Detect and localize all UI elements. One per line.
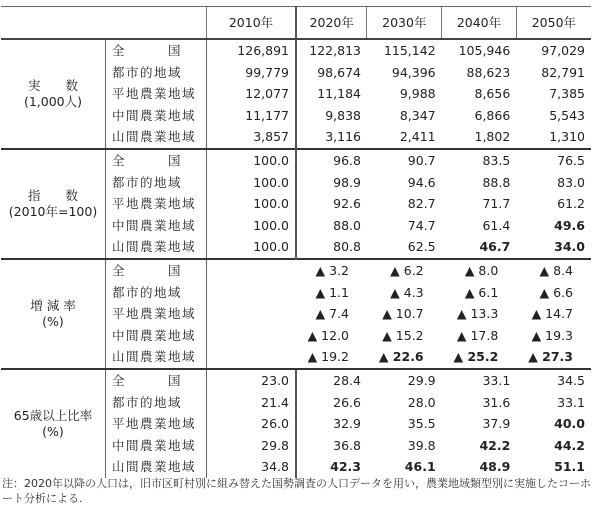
value-cell: 105,946 — [458, 43, 511, 58]
value-cell: 76.5 — [516, 149, 591, 172]
value-cell: ▲ 6.2 — [367, 259, 442, 282]
value-cell: 80.8 — [296, 236, 367, 259]
value-cell: 71.7 — [482, 196, 511, 212]
value-cell: 33.1 — [557, 394, 585, 410]
value-cell: 33.1 — [442, 369, 517, 392]
region-label: 山間農業地域 — [112, 459, 197, 475]
region-label: 平地農業地域 — [112, 196, 197, 212]
value-cell: 94.6 — [407, 174, 436, 190]
value-cell: 88.8 — [482, 174, 511, 190]
section-unit: (%) — [42, 313, 64, 329]
section-label-index — [1, 149, 106, 259]
value-cell: ▲ 22.6 — [378, 349, 424, 365]
region-label: 山間農業地域 — [112, 129, 197, 145]
region-label: 平地農業地域 — [112, 416, 197, 432]
value-cell: 100.0 — [207, 236, 297, 259]
value-cell: 28.4 — [296, 369, 367, 392]
value-cell: 34.8 — [207, 456, 297, 478]
region-label: 山間農業地域 — [112, 239, 197, 255]
table-row — [1, 149, 591, 172]
region-label: 全 国 — [106, 259, 207, 282]
region-label: 中間農業地域 — [112, 437, 197, 453]
value-cell: 29.8 — [207, 435, 297, 457]
table-row — [1, 39, 591, 62]
section-label-rate — [1, 259, 106, 369]
value-cell: ▲ 27.3 — [528, 349, 573, 365]
section-title: 実 数 — [27, 77, 78, 93]
region-label: 全 国 — [112, 43, 183, 58]
value-cell: ▲ 8.4 — [516, 259, 591, 282]
value-cell: 51.1 — [554, 459, 585, 475]
region-label: 全 国 — [106, 149, 207, 172]
section-unit: (1,000人) — [23, 93, 83, 109]
region-label: 都市的地域 — [112, 174, 183, 190]
value-cell: 36.8 — [296, 435, 367, 457]
value-cell: 46.7 — [479, 239, 511, 255]
value-cell: 122,813 — [296, 39, 367, 62]
value-cell: ▲ 10.7 — [382, 306, 424, 322]
value-cell: 23.0 — [207, 369, 297, 392]
value-cell: 100.0 — [207, 193, 297, 215]
header-year: 2040年 — [442, 7, 517, 40]
value-cell: 34.5 — [516, 369, 591, 392]
value-cell: 2,411 — [399, 129, 436, 145]
value-cell: 92.6 — [296, 193, 367, 215]
value-cell: ▲ 25.2 — [453, 349, 499, 365]
value-cell: 94,396 — [391, 64, 436, 80]
table-row — [1, 259, 591, 282]
value-cell: 9,988 — [399, 86, 436, 102]
value-cell: 74.7 — [407, 217, 436, 233]
section-title: 65歳以上比率 — [13, 407, 93, 423]
region-label: 中間農業地域 — [112, 107, 197, 123]
value-cell — [207, 346, 297, 369]
value-cell: 31.6 — [482, 394, 511, 410]
value-cell: 26.0 — [207, 413, 297, 435]
table-body — [1, 39, 591, 478]
value-cell: 42.3 — [296, 456, 367, 478]
section-unit: (%) — [42, 423, 64, 439]
value-cell: 6,866 — [474, 107, 511, 123]
value-cell: 37.9 — [482, 416, 511, 432]
value-cell: 99,779 — [207, 62, 297, 84]
section-title: 指 数 — [27, 187, 78, 203]
value-cell: 61.2 — [557, 196, 585, 212]
value-cell: 21.4 — [207, 392, 297, 414]
region-label: 全 国 — [106, 369, 207, 392]
section-title: 増 減 率 — [30, 297, 76, 313]
value-cell: 8,656 — [474, 86, 511, 102]
population-projection-table — [1, 6, 591, 478]
header-year: 2010年 — [207, 7, 297, 40]
value-cell: ▲ 4.3 — [390, 284, 424, 300]
value-cell: 115,142 — [383, 43, 436, 58]
region-label: 平地農業地域 — [112, 306, 197, 322]
value-cell: 62.5 — [407, 239, 436, 255]
header-year: 2020年 — [296, 7, 367, 40]
header-row — [1, 7, 591, 40]
value-cell: ▲ 17.8 — [456, 327, 499, 343]
value-cell: 39.8 — [407, 437, 436, 453]
value-cell: ▲ 19.3 — [531, 327, 573, 343]
header-year: 2050年 — [516, 7, 591, 40]
value-cell: ▲ 19.2 — [307, 349, 349, 365]
value-cell: 100.0 — [207, 149, 297, 172]
value-cell: 82,791 — [541, 64, 585, 80]
value-cell: 35.5 — [407, 416, 436, 432]
value-cell: 61.4 — [482, 217, 511, 233]
value-cell: 126,891 — [207, 39, 297, 62]
value-cell: 7,385 — [549, 86, 585, 102]
value-cell: 11,184 — [296, 83, 367, 105]
value-cell: 11,177 — [207, 105, 297, 127]
value-cell: 90.7 — [367, 149, 442, 172]
value-cell: ▲ 6.1 — [464, 284, 499, 300]
value-cell: 98,674 — [296, 62, 367, 84]
value-cell: 1,802 — [474, 129, 511, 145]
value-cell: ▲ 1.1 — [315, 284, 349, 300]
value-cell: 40.0 — [554, 416, 585, 432]
value-cell: ▲ 13.3 — [456, 306, 499, 322]
value-cell: 97,029 — [541, 43, 585, 58]
value-cell: ▲ 3.2 — [296, 259, 367, 282]
value-cell: ▲ 6.6 — [539, 284, 573, 300]
region-label: 山間農業地域 — [112, 349, 197, 365]
value-cell: 9,838 — [296, 105, 367, 127]
value-cell: 28.0 — [407, 394, 436, 410]
value-cell: 88.0 — [296, 215, 367, 237]
value-cell: 12,077 — [207, 83, 297, 105]
value-cell: 98.9 — [296, 172, 367, 194]
value-cell: 3,857 — [207, 126, 297, 149]
value-cell: 48.9 — [479, 459, 511, 475]
value-cell: 1,310 — [549, 129, 585, 145]
section-unit: (2010年=100) — [8, 203, 98, 219]
value-cell: 32.9 — [296, 413, 367, 435]
region-label: 中間農業地域 — [112, 327, 197, 343]
value-cell: 83.5 — [442, 149, 517, 172]
value-cell — [207, 303, 297, 325]
table-row — [1, 369, 591, 392]
value-cell: 46.1 — [404, 459, 436, 475]
header-year: 2030年 — [367, 7, 442, 40]
region-label: 中間農業地域 — [112, 217, 197, 233]
value-cell: ▲ 8.0 — [442, 259, 517, 282]
value-cell: ▲ 14.7 — [531, 306, 573, 322]
value-cell: 96.8 — [296, 149, 367, 172]
value-cell: 26.6 — [296, 392, 367, 414]
value-cell: 34.0 — [554, 239, 585, 255]
value-cell: 8,347 — [399, 107, 436, 123]
value-cell — [207, 325, 297, 347]
region-label: 都市的地域 — [112, 394, 183, 410]
value-cell: 100.0 — [207, 215, 297, 237]
value-cell: 44.2 — [554, 437, 585, 453]
section-label-actual — [1, 39, 106, 149]
value-cell: ▲ 15.2 — [382, 327, 424, 343]
region-label: 都市的地域 — [112, 284, 183, 300]
footnote: 注：2020年以降の人口は，旧市区町村別に組み替えた国勢調査の人口データを用い，農業地域類型別に実施したコーホート分析による. — [2, 477, 591, 505]
value-cell: 3,116 — [296, 126, 367, 149]
value-cell: 49.6 — [554, 217, 585, 233]
region-label: 都市的地域 — [112, 64, 183, 80]
region-label: 平地農業地域 — [112, 86, 197, 102]
section-label-elderly — [1, 369, 106, 478]
value-cell: 100.0 — [207, 172, 297, 194]
value-cell: 82.7 — [407, 196, 436, 212]
header-blank — [1, 7, 207, 40]
value-cell: ▲ 7.4 — [315, 306, 349, 322]
value-cell: 88,623 — [466, 64, 511, 80]
value-cell: 42.2 — [479, 437, 511, 453]
value-cell: 5,543 — [549, 107, 585, 123]
value-cell: ▲ 12.0 — [307, 327, 349, 343]
value-cell: 83.0 — [557, 174, 585, 190]
value-cell — [207, 282, 297, 304]
value-cell: 29.9 — [367, 369, 442, 392]
value-cell — [207, 259, 297, 282]
